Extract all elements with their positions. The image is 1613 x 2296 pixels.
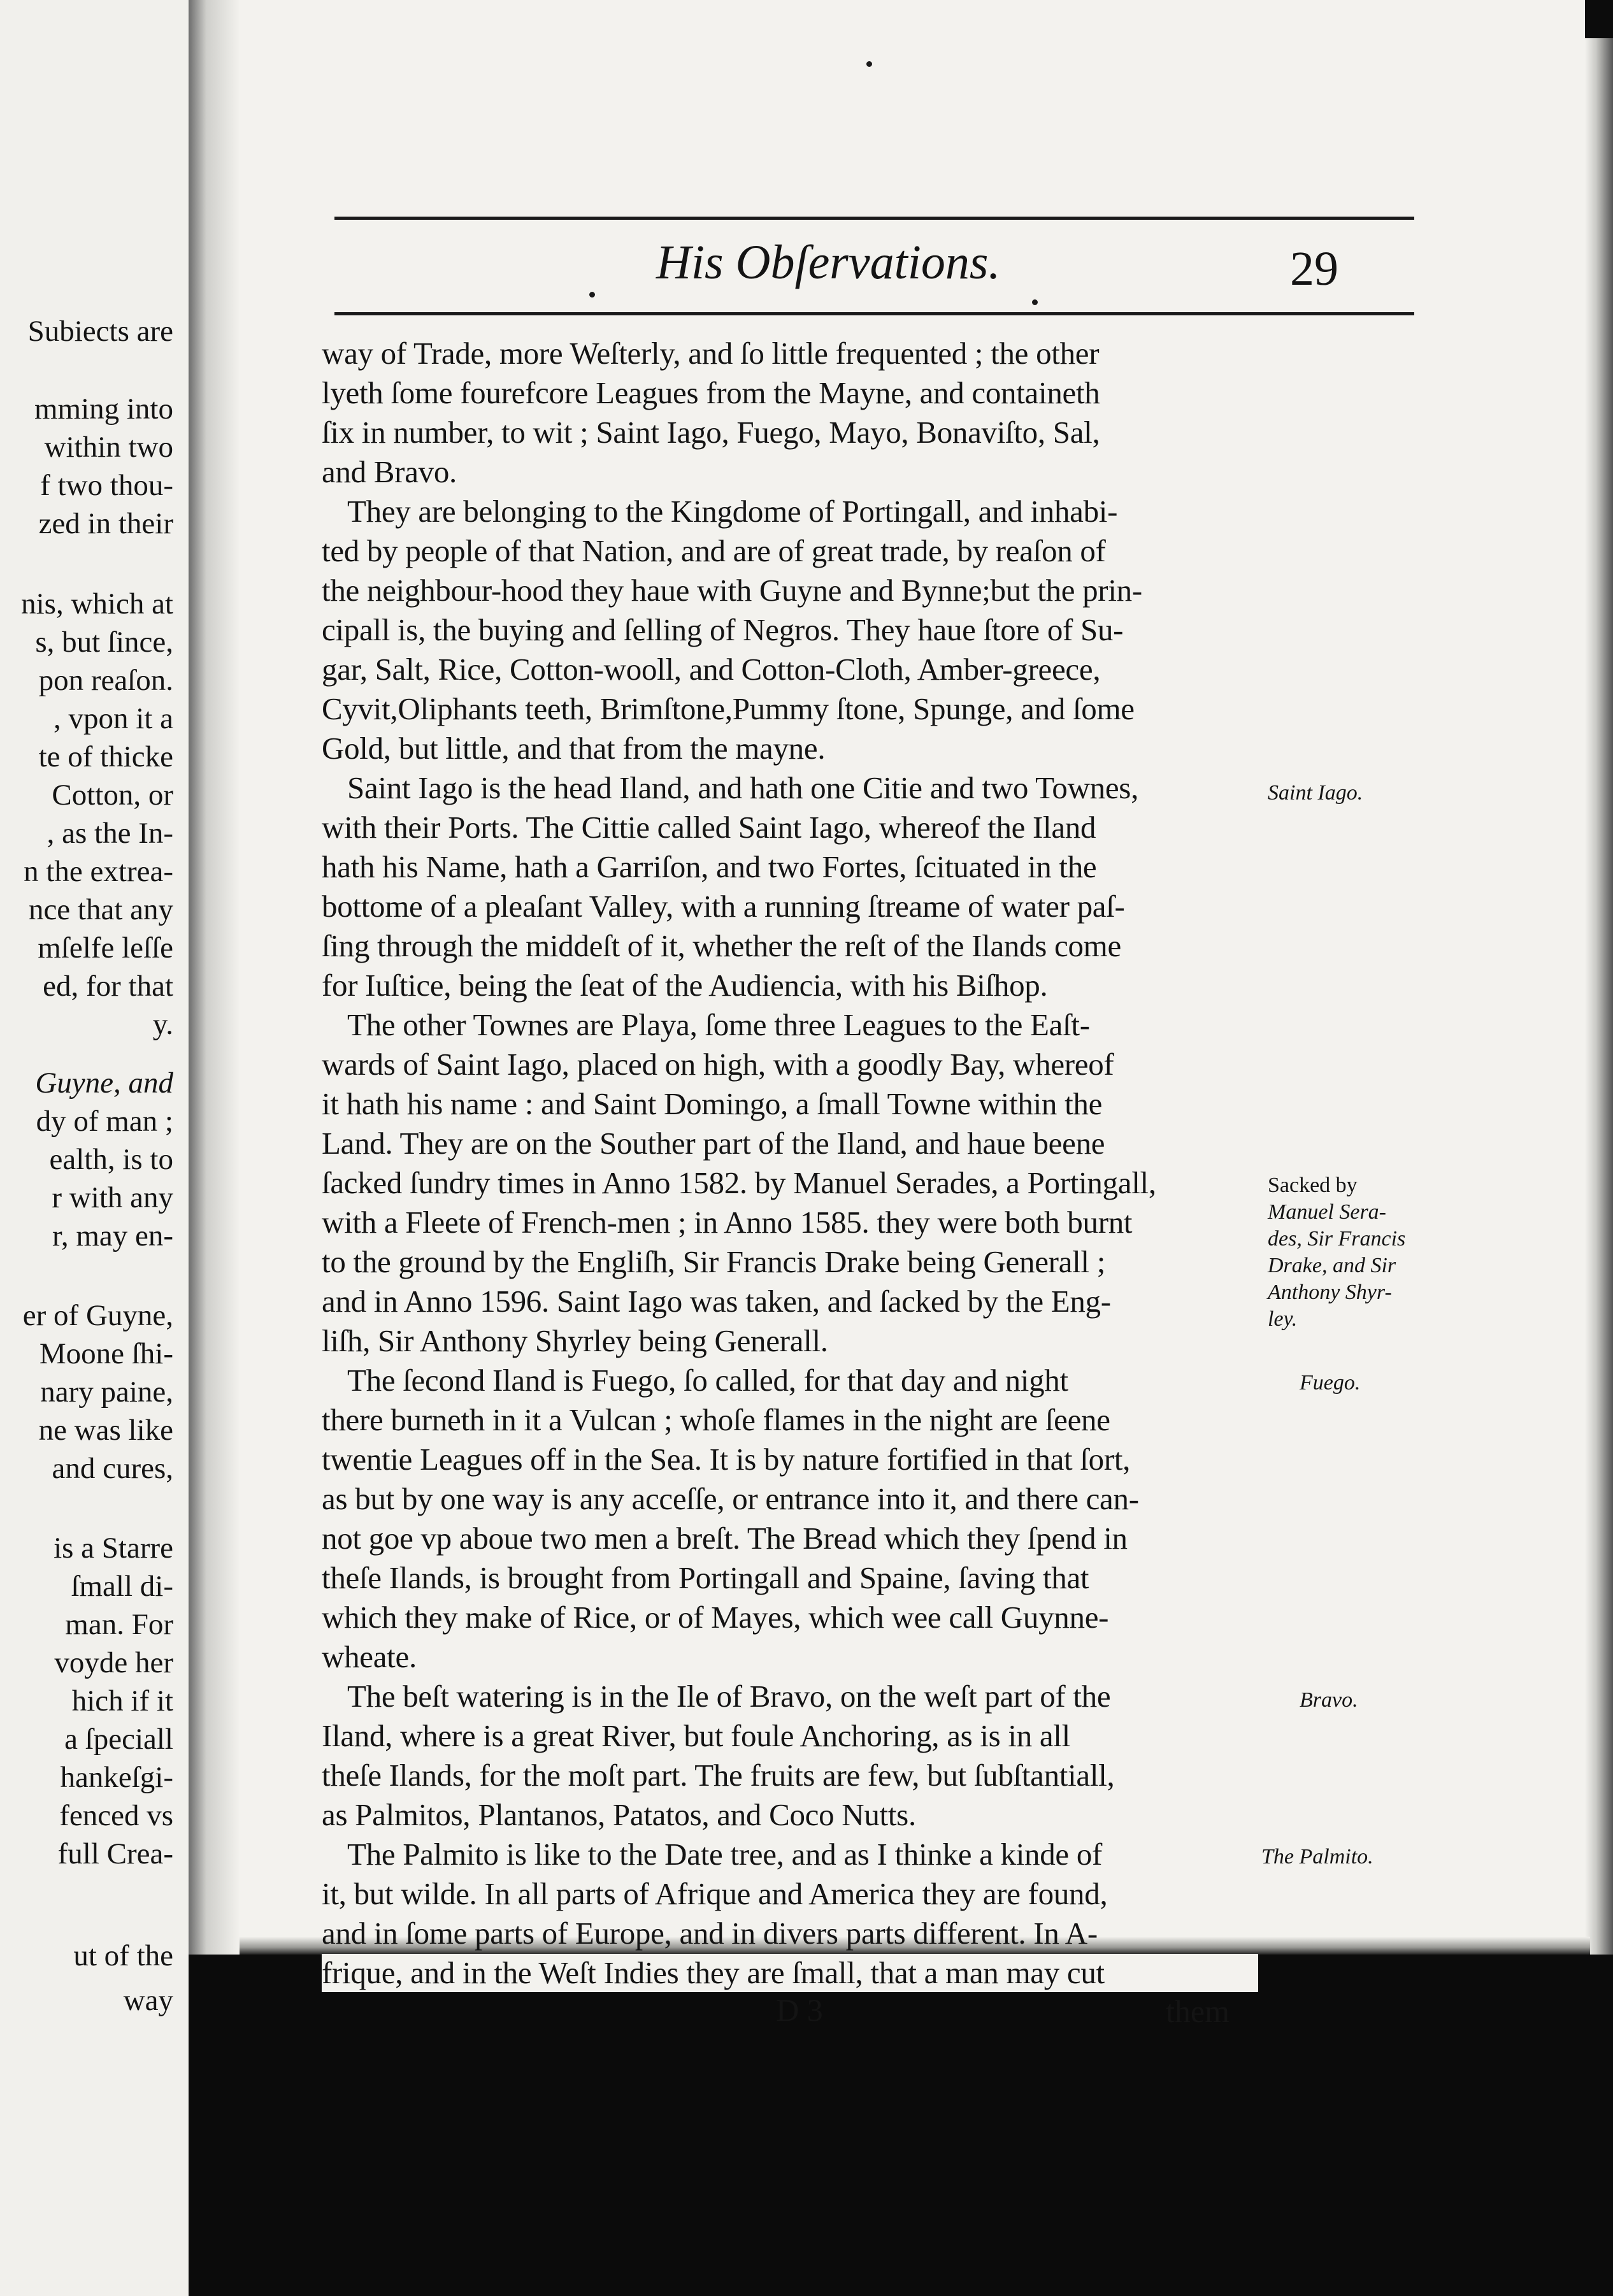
margin-note: The Palmito. [1261,1845,1373,1869]
header-rule-bottom [334,312,1414,315]
left-page-line: man. For [65,1608,173,1641]
text-line: Iland, where is a great River, but foule Anchoring, as is in all [322,1718,1070,1753]
text-line: ſix in number, to wit ; Saint Iago, Fuego, Mayo, Bonaviſto, Sal, [322,415,1100,450]
text-line: The beſt watering is in the Ile of Bravo, on the weſt part of the [347,1679,1111,1714]
ornament-dot [866,61,872,67]
text-line: it hath his name : and Saint Domingo, a ſmall Towne within the [322,1086,1103,1121]
running-head: His Obſervations. [656,236,1001,289]
left-page-line: way [123,1984,173,2017]
text-line: to the ground by the Engliſh, Sir Francis Drake being Generall ; [322,1244,1106,1279]
left-page-line: y. [152,1008,173,1041]
text-line: there burneth in it a Vulcan ; whoſe flames in the night are ſeene [322,1402,1110,1437]
left-page-line: Moone ſhi- [39,1337,173,1370]
text-line: hath his Name, hath a Garriſon, and two Fortes, ſcituated in the [322,849,1097,884]
text-line: the neighbour-hood they haue with Guyne and Bynne;but the prin- [322,573,1142,608]
left-page-line: within two [44,431,173,464]
text-line: for Iuſtice, being the ſeat of the Audiencia, with his Biſhop. [322,968,1048,1003]
text-line: The Palmito is like to the Date tree, and as I thinke a kinde of [347,1837,1103,1872]
left-page-line: f two thou- [40,469,173,502]
left-page-line: n the extrea- [24,855,173,888]
left-page-line: and cures, [52,1452,173,1485]
left-page-line: hankeſgi- [60,1761,173,1794]
left-page-line: Guyne, and [35,1066,173,1100]
text-line: with a Fleete of French-men ; in Anno 1585. they were both burnt [322,1205,1133,1240]
left-page-line: pon reaſon. [38,664,173,697]
text-line: The ſecond Iland is Fuego, ſo called, for that day and night [347,1363,1068,1398]
left-page-line: Cotton, or [52,778,173,812]
text-line: as but by one way is any acceſſe, or entrance into it, and there can- [322,1481,1139,1516]
left-page-line: ut of the [73,1939,173,1972]
left-page-line: nce that any [28,893,173,926]
left-page-line: hich if it [71,1684,173,1718]
left-page-line: Subiects are [27,315,173,348]
text-line: Land. They are on the Souther part of the Iland, and haue beene [322,1126,1105,1161]
text-line: and Bravo. [322,454,457,489]
left-page-line: full Crea- [57,1837,173,1870]
text-line: lyeth ſome fourefcore Leagues from the Mayne, and containeth [322,375,1100,410]
signature-mark: D 3 [776,1992,823,2028]
left-page-line: ſmall di- [71,1570,173,1603]
left-page-line: ne was like [38,1414,173,1447]
text-line: frique, and in the Weſt Indies they are ſmall, that a man may cut [322,1954,1258,1992]
text-line: it, but wilde. In all parts of Afrique and America they are found, [322,1876,1108,1911]
text-line: twentie Leagues off in the Sea. It is by nature fortified in that ſort, [322,1442,1131,1477]
left-page-line: fenced vs [59,1799,173,1832]
left-page-line: r with any [52,1181,173,1214]
margin-note: Bravo. [1300,1688,1358,1712]
text-line: as Palmitos, Plantanos, Patatos, and Coco Nutts. [322,1797,916,1832]
margin-note: des, Sir Francis [1268,1227,1406,1251]
text-line: way of Trade, more Weſterly, and ſo little frequented ; the other [322,336,1100,371]
header-rule-top [334,217,1414,220]
left-page-line: mming into [34,392,173,426]
left-page-line: te of thicke [38,740,173,773]
text-line: bottome of a pleaſant Valley, with a running ſtreame of water paſ- [322,889,1125,924]
text-line: ſing through the middeſt of it, whether the reſt of the Ilands come [322,928,1121,963]
text-line: wards of Saint Iago, placed on high, with a goodly Bay, whereof [322,1047,1114,1082]
left-page-line: , as the In- [47,817,173,850]
text-line: and in Anno 1596. Saint Iago was taken, and ſacked by the Eng- [322,1284,1111,1319]
left-page-line: nis, which at [21,587,173,621]
text-line: ted by people of that Nation, and are of great trade, by reaſon of [322,533,1106,568]
text-line: Cyvit,Oliphants teeth, Brimſtone,Pummy ſtone, Spunge, and ſome [322,691,1135,726]
text-line: The other Townes are Playa, ſome three Leagues to the Eaſt- [347,1007,1090,1042]
left-page-line: ealth, is to [49,1143,173,1176]
text-line: theſe Ilands, for the moſt part. The fruits are few, but ſubſtantiall, [322,1758,1115,1793]
book-gutter [189,0,240,2296]
page-edge [1585,38,1613,1988]
text-line: ſacked ſundry times in Anno 1582. by Manuel Serades, a Portingall, [322,1165,1156,1200]
ornament-dot [589,292,595,298]
left-page-line: mſelfe leſſe [38,931,173,965]
text-line: cipall is, the buying and ſelling of Negros. They haue ſtore of Su- [322,612,1124,647]
margin-note: Anthony Shyr- [1268,1281,1392,1304]
text-line: which they make of Rice, or of Mayes, which wee call Guynne- [322,1600,1109,1635]
text-line: They are belonging to the Kingdome of Portingall, and inhabi- [347,494,1118,529]
margin-note: ley. [1268,1307,1298,1331]
text-line: wheate. [322,1639,417,1674]
left-page-line: er of Guyne, [22,1299,173,1332]
left-page [0,0,189,2296]
catchword: them [1166,1993,1229,2029]
text-line: Saint Iago is the head Iland, and hath one Citie and two Townes, [347,770,1139,805]
scan-background [189,1955,1613,2296]
text-line: not goe vp aboue two men a breſt. The Bread which they ſpend in [322,1521,1128,1556]
left-page-line: nary paine, [40,1375,173,1409]
margin-note: Manuel Sera- [1268,1200,1387,1224]
left-page-line: s, but ſince, [35,626,173,659]
text-line: liſh, Sir Anthony Shyrley being Generall. [322,1323,828,1358]
text-line: and in ſome parts of Europe, and in divers parts different. In A- [322,1916,1098,1951]
text-line: gar, Salt, Rice, Cotton-wooll, and Cotton-Cloth, Amber-greece, [322,652,1101,687]
margin-note: Fuego. [1300,1371,1361,1395]
left-page-line: is a Starre [54,1532,173,1565]
page-number: 29 [1290,242,1338,296]
left-page-line: ed, for that [43,970,173,1003]
ornament-dot [1032,299,1038,305]
left-page-line: zed in their [38,507,173,540]
left-page-line: , vpon it a [54,702,173,735]
left-page-line: r, may en- [52,1219,173,1252]
left-page-line: dy of man ; [36,1105,173,1138]
margin-note: Drake, and Sir [1268,1254,1396,1277]
text-line: theſe Ilands, is brought from Portingall and Spaine, ſaving that [322,1560,1089,1595]
left-page-line: a ſpeciall [64,1723,173,1756]
text-line: with their Ports. The Cittie called Saint Iago, whereof the Iland [322,810,1096,845]
margin-note: Sacked by [1268,1173,1358,1197]
margin-note: Saint Iago. [1268,781,1363,805]
left-page-line: voyde her [54,1646,173,1679]
text-line: Gold, but little, and that from the mayne. [322,731,826,766]
